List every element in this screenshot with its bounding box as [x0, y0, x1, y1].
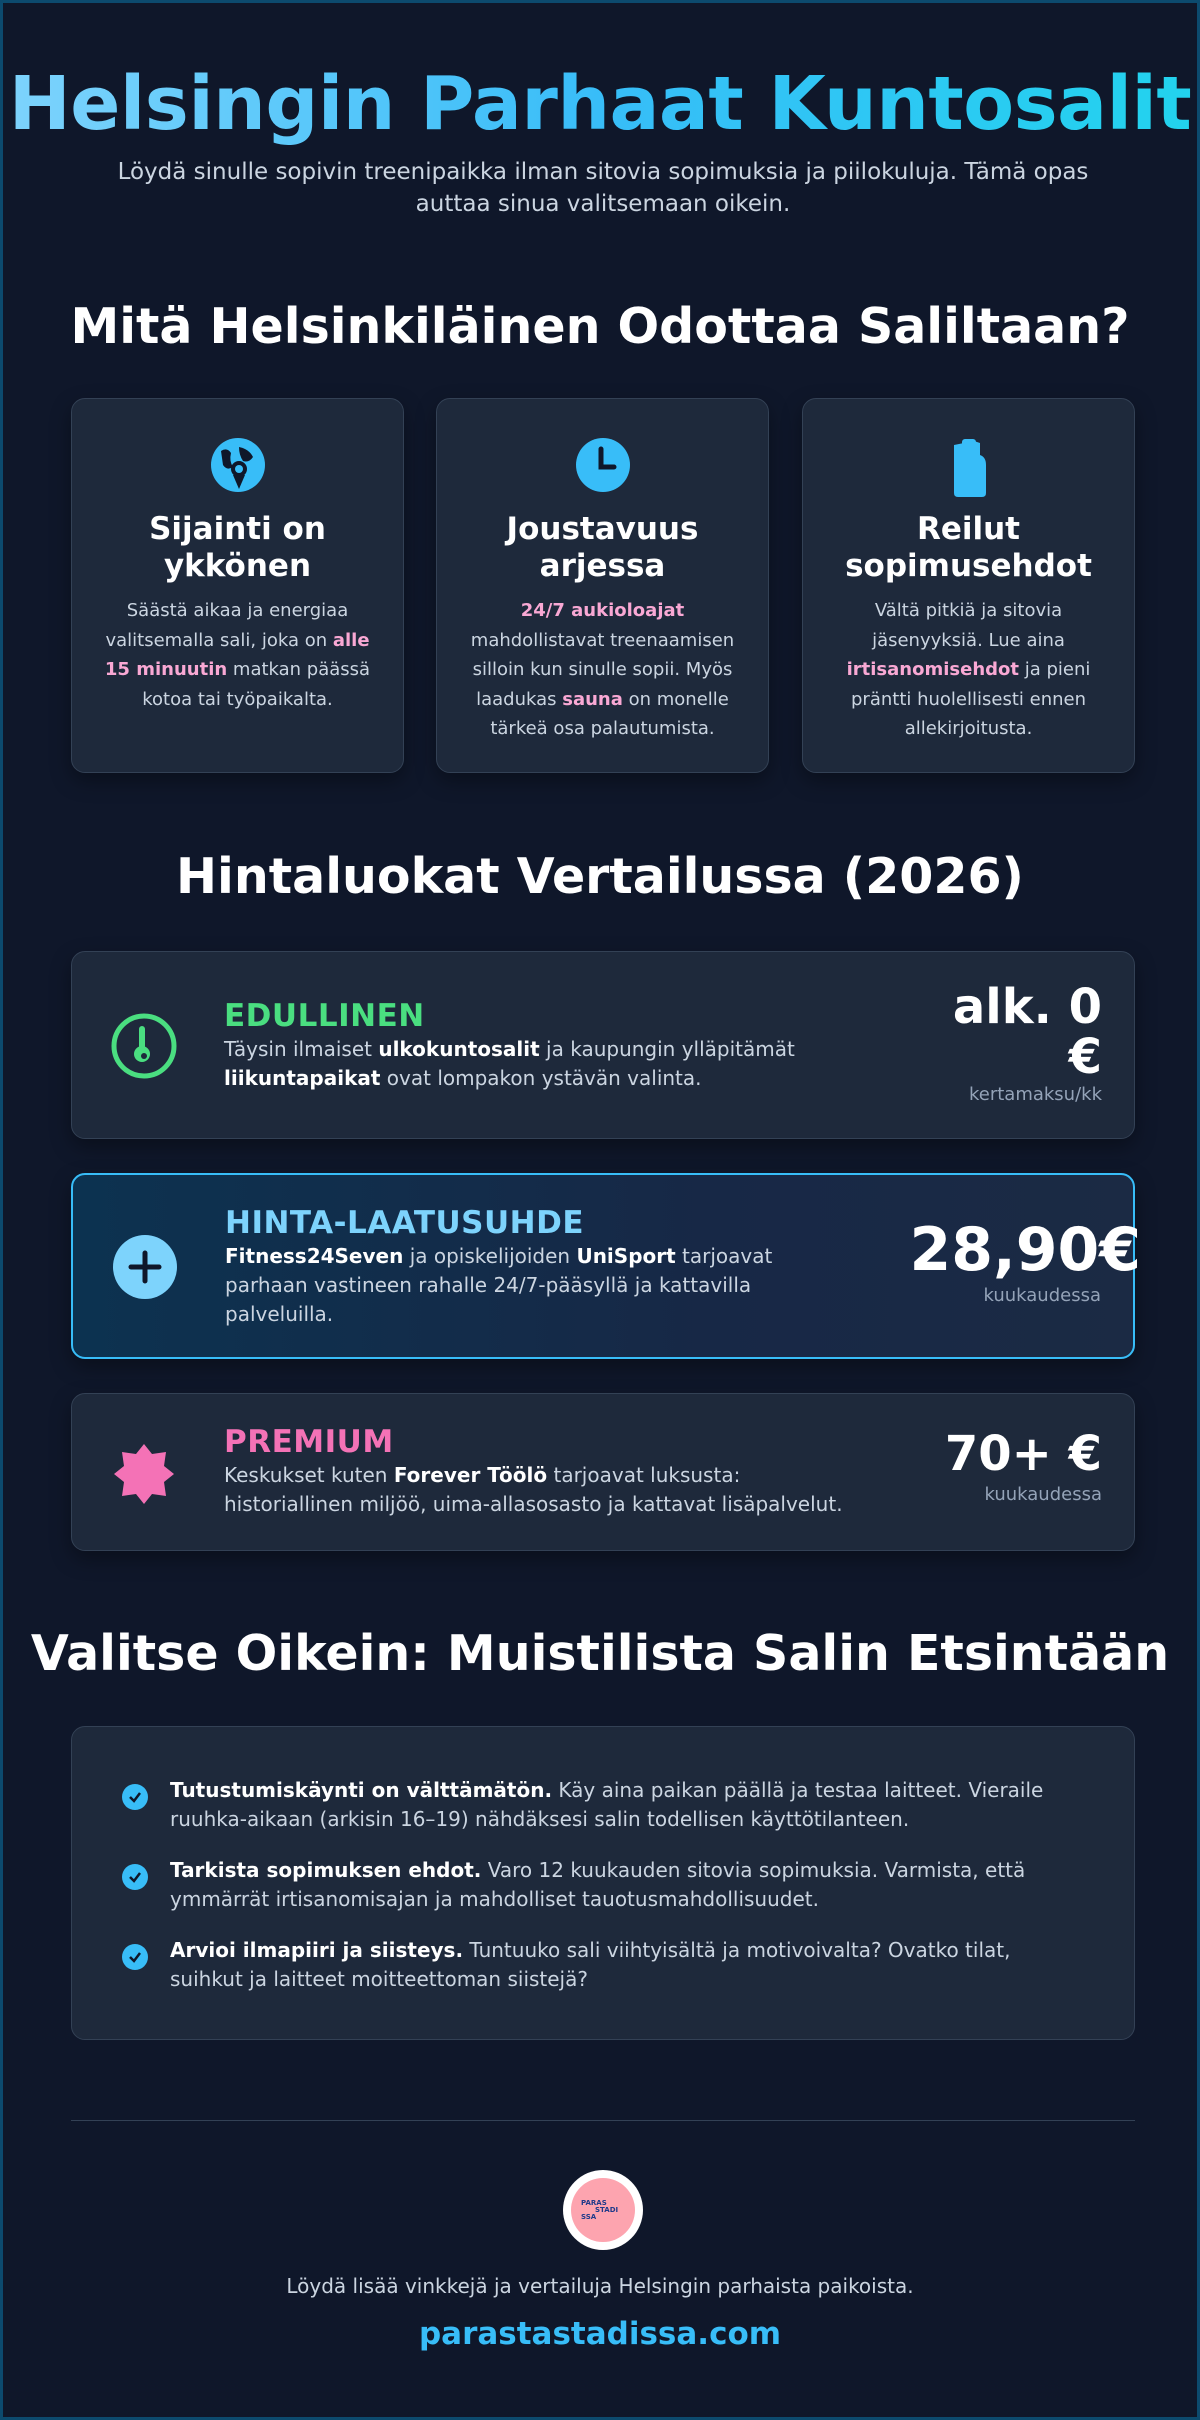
check-icon — [122, 1864, 148, 1890]
tier-unit: kertamaksu/kk — [968, 1084, 1102, 1105]
tier-description: Täysin ilmaiset ulkokuntosalit ja kaupungin ylläpitämät liikuntapaikat ovat lompakon ystävän valinta. — [224, 1037, 795, 1090]
clock-icon — [437, 435, 768, 495]
footer-text: Löydä lisää vinkkejä ja vertailuja Helsingin parhaista paikoista. — [286, 2274, 914, 2298]
card-text: 24/7 aukioloajat mahdollistavat treenaamisen silloin kun sinulle sopii. Myös laadukas sauna on monelle tärkeä osa palautumista. — [470, 600, 735, 739]
tier-unit: kuukaudessa — [984, 1484, 1102, 1505]
page-title: Helsingin Parhaat Kuntosalit — [3, 61, 1197, 147]
expectation-cards — [71, 398, 1135, 773]
list-item-text: Tutustumiskäynti on välttämätön. Käy aina paikan päällä ja testaa laitteet. Vieraile ruuhka-aikaan (arkisin 16–19) nähdäksesi salin todellisen käyttötilanteen. — [170, 1778, 1044, 1831]
footer-link[interactable]: parastastadissa.com — [418, 2316, 782, 2352]
tier-name: HINTA-LAATUSUHDE — [225, 1205, 585, 1241]
check-icon — [122, 1944, 148, 1970]
logo-text: PARAS — [581, 2199, 607, 2207]
tier-name: PREMIUM — [224, 1424, 394, 1460]
tier-budget — [71, 951, 1135, 1139]
tier-description: Fitness24Seven ja opiskelijoiden UniSport tarjoavat parhaan vastineen rahalle 24/7-pääsyllä ja kattavilla palveluilla. — [225, 1244, 773, 1326]
thermometer-icon — [110, 1012, 178, 1080]
list-item-text: Arvioi ilmapiiri ja siisteys. Tuntuuko sali viihtyisältä ja motivoivalta? Ovatko tilat, suihkut ja laitteet moitteettoman siistejä? — [170, 1938, 1011, 1991]
logo-badge — [571, 2178, 635, 2242]
map-pin-icon — [72, 435, 403, 495]
pricing-heading: Hintaluokat Vertailussa (2026) — [176, 848, 1024, 905]
divider — [71, 2120, 1135, 2121]
tier-unit: kuukaudessa — [983, 1285, 1101, 1306]
tier-name: EDULLINEN — [224, 998, 425, 1034]
card-title: Reilut sopimusehdot — [845, 511, 1092, 584]
logo-text: SSA — [581, 2213, 597, 2221]
list-item-text: Tarkista sopimuksen ehdot. Varo 12 kuukauden sitovia sopimuksia. Varmista, että ymmärrät irtisanomisajan ja mahdolliset tauotusmahdollisuudet. — [170, 1858, 1026, 1911]
tier-price: 28,90€ — [909, 1215, 1141, 1285]
card-text: Vältä pitkiä ja sitovia jäsenyyksiä. Lue aina irtisanomisehdot ja pieni präntti huolellisesti ennen allekirjoitusta. — [846, 600, 1091, 739]
checklist-heading: Valitse Oikein: Muistilista Salin Etsintään — [30, 1625, 1170, 1682]
tier-value — [71, 1173, 1141, 1359]
contract-icon — [803, 435, 1134, 495]
tier-description: Keskukset kuten Forever Töölö tarjoavat luksusta: historiallinen miljöö, uima-allasosasto ja kattavat lisäpalvelut. — [224, 1463, 843, 1516]
card-text: Säästä aikaa ja energiaa valitsemalla sali, joka on alle 15 minuutin matkan päässä kotoa tai työpaikalta. — [104, 600, 371, 710]
card-flexibility — [436, 398, 769, 773]
site-logo[interactable] — [563, 2170, 643, 2250]
plus-circle-icon — [111, 1233, 179, 1301]
expectations-heading: Mitä Helsinkiläinen Odottaa Saliltaan? — [70, 298, 1130, 355]
card-title: Joustavuus arjessa — [506, 511, 699, 584]
check-icon — [122, 1784, 148, 1810]
tier-premium — [71, 1393, 1135, 1551]
card-contract — [802, 398, 1135, 773]
logo-text: STADI — [595, 2206, 619, 2214]
tier-price: 70+ € — [944, 1426, 1102, 1482]
page-subtitle: Löydä sinulle sopivin treenipaikka ilman sitovia sopimuksia ja piilokuluja. Tämä opas auttaa sinua valitsemaan oikein. — [117, 159, 1089, 217]
checklist — [71, 1726, 1135, 2040]
card-location — [71, 398, 404, 773]
card-title: Sijainti on ykkönen — [149, 511, 326, 584]
tier-price: alk. 0 € — [952, 979, 1102, 1085]
badge-icon — [110, 1440, 178, 1508]
